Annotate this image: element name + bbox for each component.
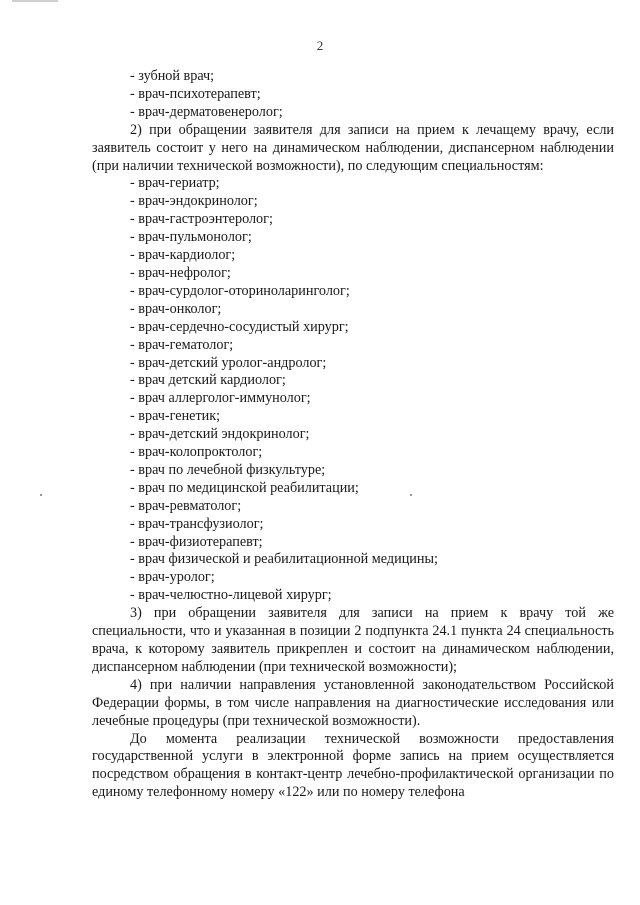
document-body [92,68,614,802]
list-item: - врач-пульмонолог; [130,229,252,246]
list-item: - врач-онколог; [130,300,222,317]
scan-dot [410,494,412,496]
list-item: - врач-гематолог; [130,336,234,353]
list-item: - врач-детский эндокринолог; [130,426,310,443]
paragraph-item-4: 4) при наличии направления установленной законодательством Российской Федерации формы, в том числе направления на диагностические исследования или лечебные процедуры (при технической возможности). [92,676,614,729]
scan-artifact [12,0,58,2]
list-item: - врач-трансфузиолог; [130,515,264,532]
list-item: - врач-эндокринолог; [130,193,258,210]
page-number: 2 [316,38,324,53]
list-item: - врач-дерматовенеролог; [130,103,283,120]
list-item: - врач-сурдолог-оториноларинголог; [130,282,350,299]
list-item: - врач-гастроэнтеролог; [130,211,273,228]
specialty-list-continued [92,68,614,122]
list-item: - врач-физиотерапевт; [130,533,263,550]
list-item: - врач-кардиолог; [130,247,236,264]
list-item: - врач-уролог; [130,569,215,586]
list-item: - врач по медицинской реабилитации; [130,479,359,496]
list-item: - врач аллерголог-иммунолог; [130,390,311,407]
list-item: - врач по лечебной физкультуре; [130,461,326,478]
specialty-list [92,175,614,605]
paragraph-item-3: 3) при обращении заявителя для записи на прием к врачу той же специальности, что и указанная в позиции 2 подпункта 24.1 пункта 24 специальность врача, к которому заявитель прикреплен и состоит на динамическом наблюдении, диспансерном наблюдении (при технической возможности); [92,605,614,675]
list-item: - врач-сердечно-сосудистый хирург; [130,318,349,335]
paragraph-item-2: 2) при обращении заявителя для записи на прием к лечащему врачу, если заявитель состоит у него на динамическом наблюдении, диспансерном наблюдении (при наличии технической возможности), по следующим специальностям: [92,121,614,174]
list-item: - врач-психотерапевт; [130,85,261,102]
list-item: - врач-нефролог; [130,264,231,281]
list-item: - врач физической и реабилитационной медицины; [130,551,438,568]
list-item: - зубной врач; [130,68,215,84]
list-item: - врач-колопроктолог; [130,444,263,461]
list-item: - врач-гериатр; [130,175,220,192]
list-item: - врач-ревматолог; [130,497,242,514]
list-item: - врач-генетик; [130,408,221,425]
list-item: - врач-детский уролог-андролог; [130,354,327,371]
list-item: - врач-челюстно-лицевой хирург; [130,587,332,604]
paragraph-contact-center: До момента реализации технической возможности предоставления государственной услуги в электронной форме запись на прием осуществляется посредством обращения в контакт-центр лечебно-профилактической организации по единому телефонному номеру «122» или по номеру телефона [92,730,614,801]
list-item: - врач детский кардиолог; [130,372,286,389]
scan-dot [40,494,42,496]
